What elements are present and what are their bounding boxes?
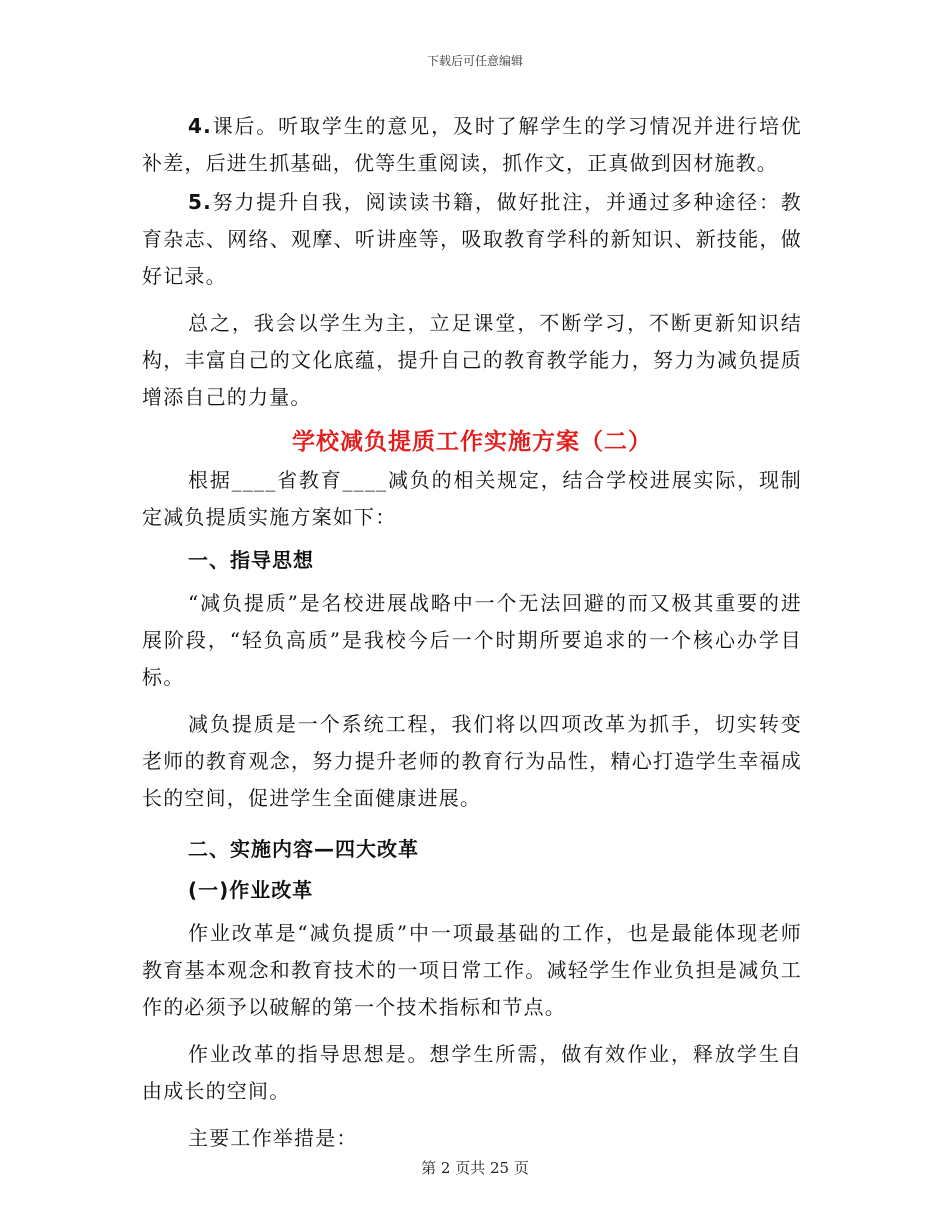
document-title: 学校减负提质工作实施方案（二） <box>292 429 652 455</box>
page-footer: 第 2 页共 25 页 <box>421 1159 529 1177</box>
list-item-4 <box>142 108 802 182</box>
list-number: 5. <box>188 190 212 214</box>
document-body <box>142 108 802 1157</box>
summary-paragraph: 总之，我会以学生为主，立足课堂，不断学习，不断更新知识结构，丰富自己的文化底蕴，提升自己的教育教学能力，努力为减负提质增添自己的力量。 <box>142 311 802 409</box>
subsection-heading: (一)作业改革 <box>188 878 314 902</box>
intro-paragraph: 根据____省教育____减负的相关规定，结合学校进展实际，现制定减负提质实施方案如下： <box>142 468 802 529</box>
paragraph: 作业改革的指导思想是。想学生所需，做有效作业，释放学生自由成长的空间。 <box>142 1042 802 1103</box>
paragraph: “减负提质”是名校进展战略中一个无法回避的而又极其重要的进展阶段，“轻负高质”是我校今后一个时期所要追求的一个核心办学目标。 <box>142 591 802 689</box>
paragraph: 作业改革是“减负提质”中一项最基础的工作，也是最能体现老师教育基本观念和教育技术的一项日常工作。减轻学生作业负担是减负工作的必须予以破解的第一个技术指标和节点。 <box>142 921 802 1019</box>
list-item-5 <box>142 184 802 295</box>
list-text: 努力提升自我，阅读读书籍，做好批注，并通过多种途径：教育杂志、网络、观摩、听讲座等，吸取教育学科的新知识、新技能，做好记录。 <box>142 190 802 288</box>
paragraph: 减负提质是一个系统工程，我们将以四项改革为抓手，切实转变老师的教育观念，努力提升老师的教育行为品性，精心打造学生幸福成长的空间，促进学生全面健康进展。 <box>142 712 802 810</box>
list-text: 课后。听取学生的意见，及时了解学生的学习情况并进行培优补差，后进生抓基础，优等生重阅读，抓作文，正真做到因材施教。 <box>142 114 802 175</box>
page-header: 下载后可任意编辑 <box>426 54 523 68</box>
paragraph: 主要工作举措是： <box>188 1126 358 1150</box>
list-number: 4. <box>188 114 212 138</box>
section-heading: 一、指导思想 <box>188 548 314 572</box>
section-heading: 二、实施内容—四大改革 <box>188 837 419 861</box>
